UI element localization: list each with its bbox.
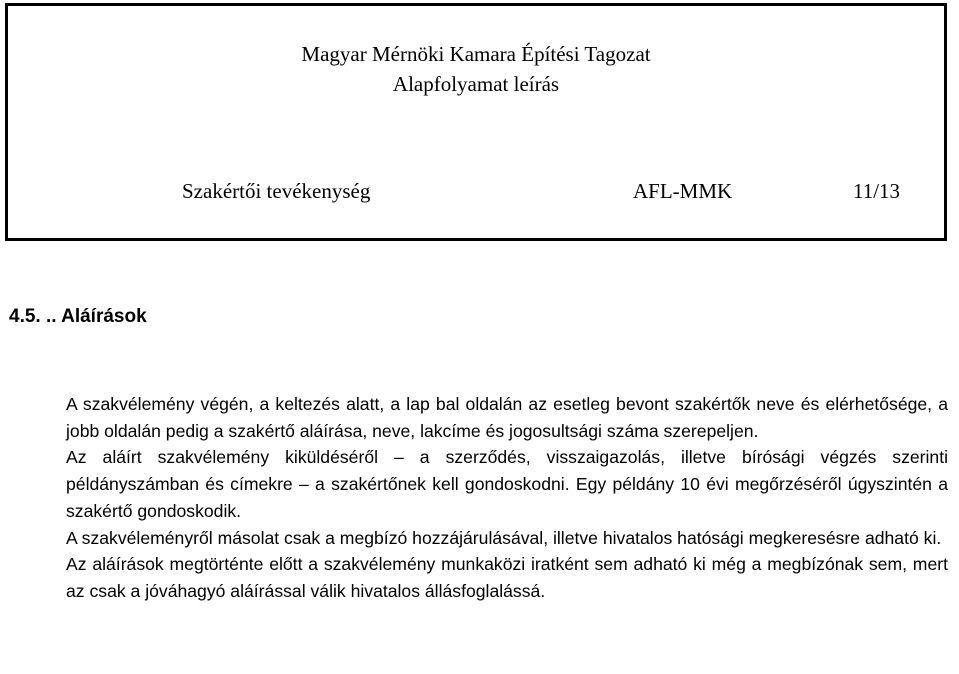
paragraph-before-signing: Az aláírások megtörténte előtt a szakvélemény munkaközi iratként sem adható ki még a megbízónak sem, mert az csak a jóváhagyó aláírással válik hivatalos állásfoglalássá. (66, 554, 948, 601)
paragraph-distribution: Az aláírt szakvélemény kiküldéséről – a szerződés, visszaigazolás, illetve bírósági végzés szerinti példányszámban és címekre – a szakértőnek kell gondoskodni. Egy példány 10 évi megőrzéséről úgyszintén a szakértő gondoskodik. (66, 447, 948, 521)
section-heading: 4.5. .. Aláírások (9, 306, 147, 327)
paragraph-signature-placement: A szakvélemény végén, a keltezés alatt, a lap bal oldalán az esetleg bevont szakértők neve és elérhetősége, a jobb oldalán pedig a szakértő aláírása, neve, lakcíme és jogosultsági száma szerepeljen. (66, 394, 948, 441)
document-code: AFL-MMK (633, 179, 733, 203)
body-text (66, 391, 948, 605)
paragraph-copies: A szakvéleményről másolat csak a megbízó hozzájárulásával, illetve hivatalos hatósági megkeresésre adható ki. (66, 527, 942, 548)
document-header (5, 3, 947, 241)
activity-label: Szakértői tevékenység (182, 179, 371, 203)
page-number: 11/13 (853, 179, 901, 203)
document-type-title: Alapfolyamat leírás (392, 72, 560, 96)
organization-title: Magyar Mérnöki Kamara Építési Tagozat (301, 42, 651, 66)
